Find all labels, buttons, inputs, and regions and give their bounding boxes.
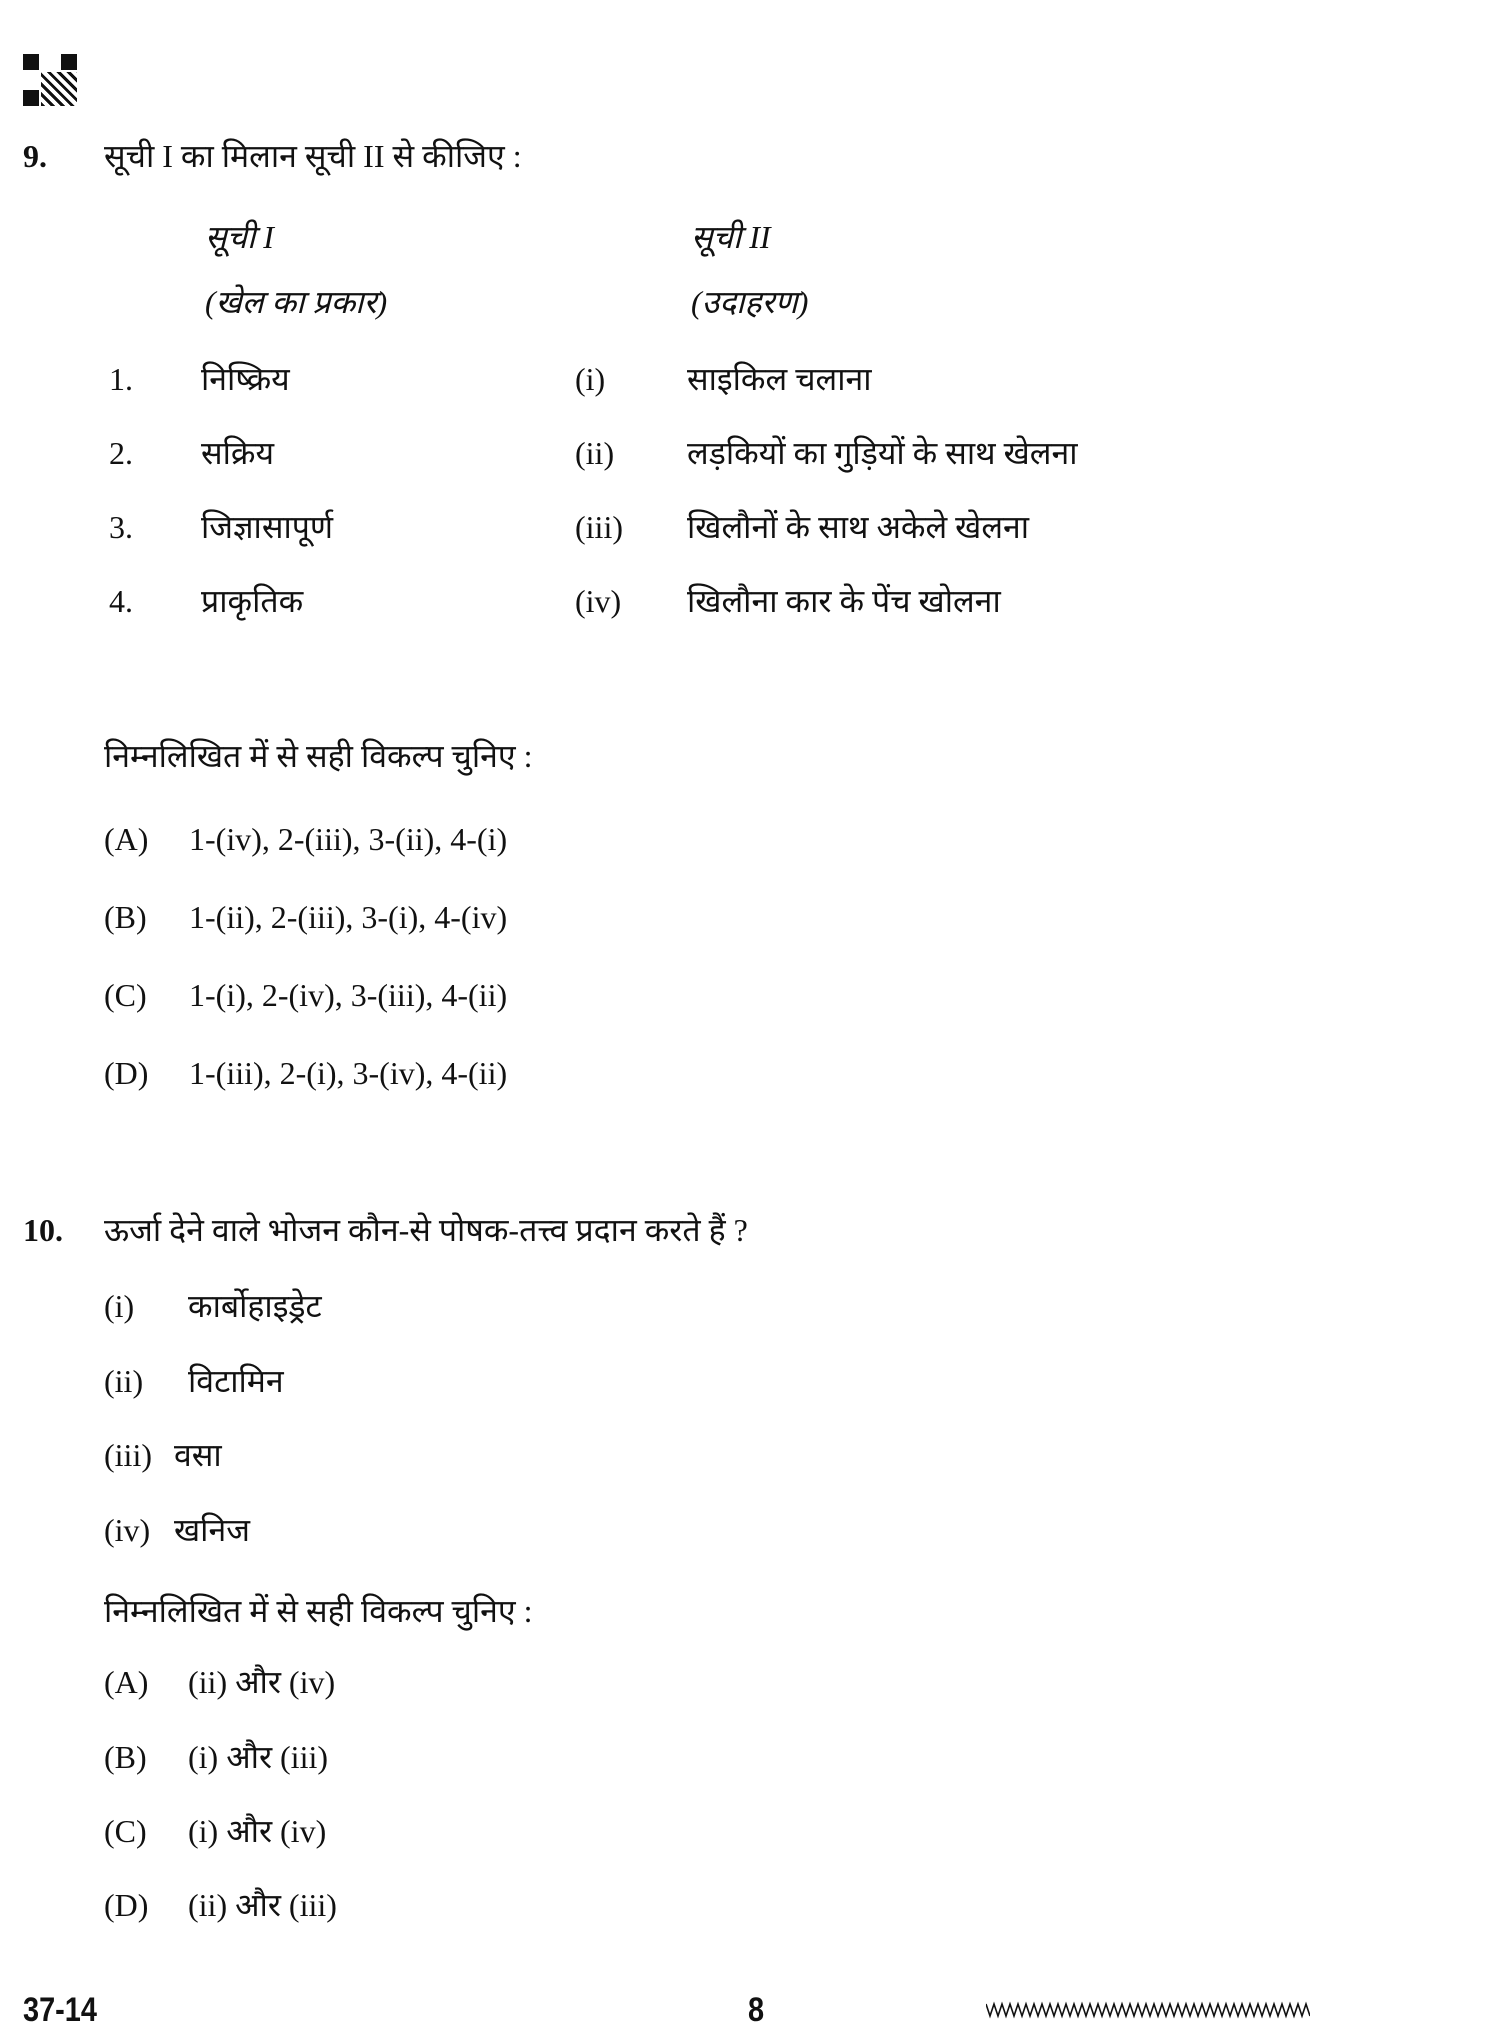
option-text: (ii) और (iii) <box>188 1887 337 1923</box>
option-text: (i) और (iii) <box>188 1739 329 1775</box>
row-number: 4. <box>109 583 133 619</box>
row-number: 3. <box>109 509 133 545</box>
item-text: खनिज <box>174 1512 250 1548</box>
item-label: (iii) <box>104 1437 152 1473</box>
option-text: (ii) और (iv) <box>188 1664 336 1700</box>
row-example: लड़कियों का गुड़ियों के साथ खेलना <box>687 435 1078 471</box>
paper-code: 37-14 <box>23 1991 97 2029</box>
item-label: (iv) <box>104 1512 151 1548</box>
row-example: खिलौना कार के पेंच खोलना <box>687 583 1001 619</box>
row-example: खिलौनों के साथ अकेले खेलना <box>687 509 1030 545</box>
item-text: विटामिन <box>188 1363 284 1399</box>
list1-title: सूची I <box>205 219 274 255</box>
row-number: 1. <box>109 361 133 397</box>
option-text: 1-(i), 2-(iv), 3-(iii), 4-(ii) <box>189 977 508 1013</box>
page-number: 8 <box>748 1991 765 2029</box>
row-number: 2. <box>109 435 133 471</box>
item-text: वसा <box>174 1437 222 1473</box>
option-text: 1-(iv), 2-(iii), 3-(ii), 4-(i) <box>189 821 508 857</box>
option-label: (C) <box>104 977 147 1013</box>
row-item: सक्रिय <box>201 435 275 471</box>
option-text: 1-(iii), 2-(i), 3-(iv), 4-(ii) <box>189 1055 508 1091</box>
question-text: सूची I का मिलान सूची II से कीजिए : <box>104 138 522 174</box>
list1-subtitle: (खेल का प्रकार) <box>205 284 388 320</box>
option-label: (B) <box>104 899 147 935</box>
option-label: (D) <box>104 1887 149 1923</box>
option-label: (B) <box>104 1739 147 1775</box>
row-roman: (ii) <box>575 435 615 471</box>
row-item: निष्क्रिय <box>201 361 290 397</box>
instruction: निम्नलिखित में से सही विकल्प चुनिए : <box>104 1593 533 1629</box>
row-item: प्राकृतिक <box>201 583 304 619</box>
list2-title: सूची II <box>691 219 771 255</box>
wavy-line-decoration <box>986 2000 1310 2020</box>
row-example: साइकिल चलाना <box>687 361 872 397</box>
row-roman: (iii) <box>575 509 623 545</box>
question-number: 10. <box>23 1212 63 1248</box>
option-text: (i) और (iv) <box>188 1813 327 1849</box>
instruction: निम्नलिखित में से सही विकल्प चुनिए : <box>104 738 533 774</box>
item-label: (ii) <box>104 1363 144 1399</box>
qr-code <box>23 54 77 106</box>
row-roman: (i) <box>575 361 606 397</box>
option-label: (C) <box>104 1813 147 1849</box>
list2-subtitle: (उदाहरण) <box>691 284 809 320</box>
question-text: ऊर्जा देने वाले भोजन कौन-से पोषक-तत्त्व प्रदान करते हैं ? <box>104 1212 748 1248</box>
item-label: (i) <box>104 1288 135 1324</box>
row-roman: (iv) <box>575 583 622 619</box>
option-text: 1-(ii), 2-(iii), 3-(i), 4-(iv) <box>189 899 508 935</box>
question-number: 9. <box>23 138 47 174</box>
option-label: (A) <box>104 821 149 857</box>
row-item: जिज्ञासापूर्ण <box>201 509 334 545</box>
option-label: (D) <box>104 1055 149 1091</box>
option-label: (A) <box>104 1664 149 1700</box>
item-text: कार्बोहाइड्रेट <box>188 1288 322 1324</box>
